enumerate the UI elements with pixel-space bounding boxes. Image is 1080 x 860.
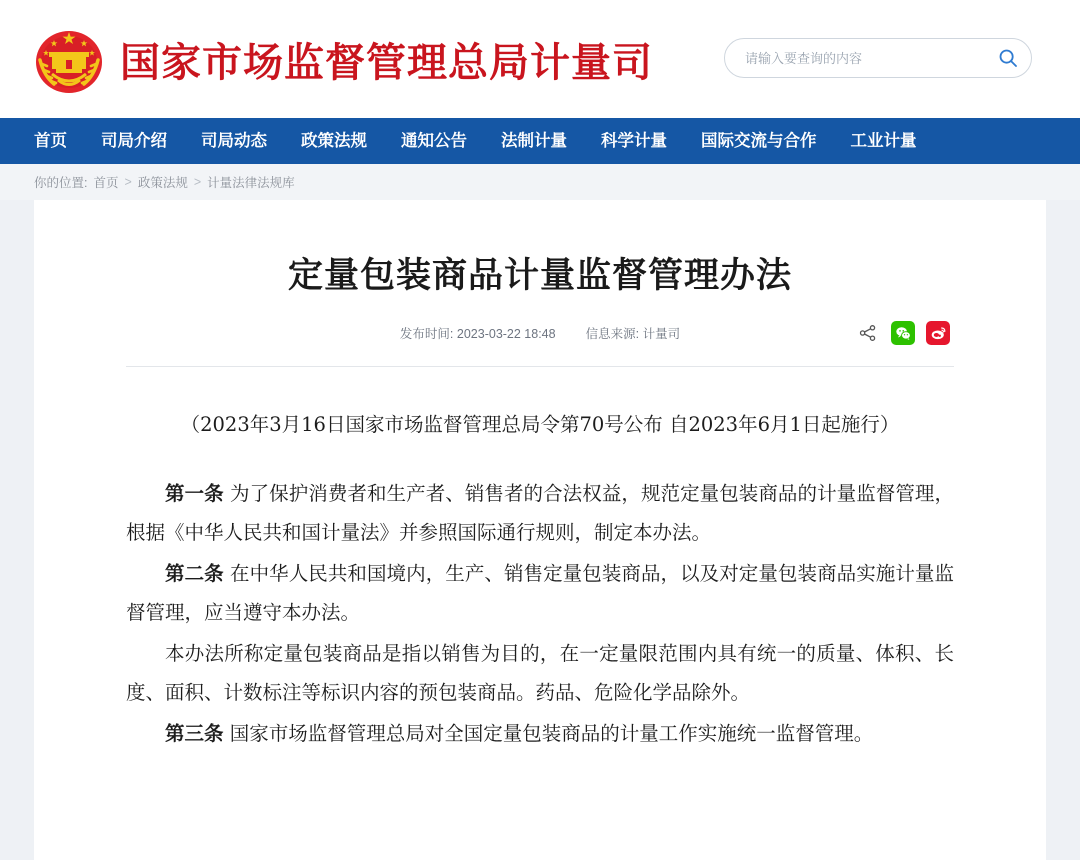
article-paragraph-1	[126, 474, 954, 552]
nav-item-policies[interactable]: 政策法规	[301, 132, 367, 150]
wechat-icon[interactable]	[891, 321, 915, 345]
article-clause-label-2: 第二条	[165, 562, 224, 585]
publish-time	[400, 324, 556, 342]
nav-item-about[interactable]: 司局介绍	[101, 132, 167, 150]
article-clause-text-2: 在中华人民共和国境内，生产、销售定量包装商品，以及对定量包装商品实施计量监督管理，应当遵守本办法。	[126, 562, 954, 624]
article-paragraph-2	[126, 554, 954, 632]
nav-item-international-cooperation[interactable]: 国际交流与合作	[701, 132, 817, 150]
nav-item-legal-metrology[interactable]: 法制计量	[501, 132, 567, 150]
article-body	[126, 405, 954, 753]
meta-divider	[126, 366, 954, 367]
site-title: 国家市场监督管理总局计量司	[120, 39, 653, 86]
page-title: 定量包装商品计量监督管理办法	[287, 256, 792, 296]
publish-time-label: 发布时间:	[399, 327, 454, 341]
nav-item-news[interactable]: 司局动态	[201, 132, 267, 150]
article-clause-text-3: 国家市场监督管理总局对全国定量包装商品的计量工作实施统一监督管理。	[229, 722, 874, 745]
article-meta	[126, 324, 954, 342]
nav-item-industrial-metrology[interactable]: 工业计量	[850, 132, 917, 150]
page-content-area	[0, 200, 1080, 860]
article-paragraph-3: 本办法所称定量包装商品是指以销售为目的，在一定量限范围内具有统一的质量、体积、长度、面积、计数标注等标识内容的预包装商品。药品、危险化学品除外。	[126, 642, 954, 704]
share-group	[856, 321, 950, 345]
article-card	[34, 200, 1046, 860]
nav-item-scientific-metrology[interactable]: 科学计量	[601, 132, 667, 150]
breadcrumb-item-policies[interactable]: 政策法规	[137, 176, 188, 190]
site-header	[0, 0, 1080, 118]
breadcrumb-item-law-library[interactable]: 计量法律法规库	[207, 176, 295, 190]
article-clause-label-1: 第一条	[165, 482, 224, 505]
article-clause-label-3: 第三条	[165, 722, 224, 745]
article-clause-text-1: 为了保护消费者和生产者、销售者的合法权益，规范定量包装商品的计量监督管理，根据《中华人民共和国计量法》并参照国际通行规则，制定本办法。	[126, 482, 954, 544]
national-emblem-icon	[32, 22, 106, 96]
search-icon[interactable]	[993, 43, 1023, 73]
search-input[interactable]	[743, 50, 993, 67]
nav-item-home[interactable]: 首页	[34, 132, 67, 150]
breadcrumb-prefix: 你的位置:	[34, 176, 88, 190]
article-source	[586, 324, 680, 342]
main-nav	[0, 118, 1080, 164]
breadcrumb-separator-1: >	[124, 175, 132, 189]
share-icon[interactable]	[856, 321, 880, 345]
article-source-value: 计量司	[642, 327, 681, 341]
breadcrumb	[0, 164, 1080, 200]
search-box[interactable]	[724, 38, 1032, 78]
breadcrumb-item-home[interactable]: 首页	[93, 176, 119, 190]
nav-item-notices[interactable]: 通知公告	[401, 132, 467, 150]
publish-time-value: 2023-03-22 18:48	[456, 327, 556, 341]
article-source-label: 信息来源:	[585, 327, 640, 341]
article-paragraph-0: （2023年3月16日国家市场监督管理总局令第70号公布 自2023年6月1日起施行）	[180, 413, 900, 436]
article-paragraph-4	[126, 714, 954, 753]
breadcrumb-separator-2: >	[193, 175, 202, 189]
weibo-icon[interactable]	[926, 321, 950, 345]
